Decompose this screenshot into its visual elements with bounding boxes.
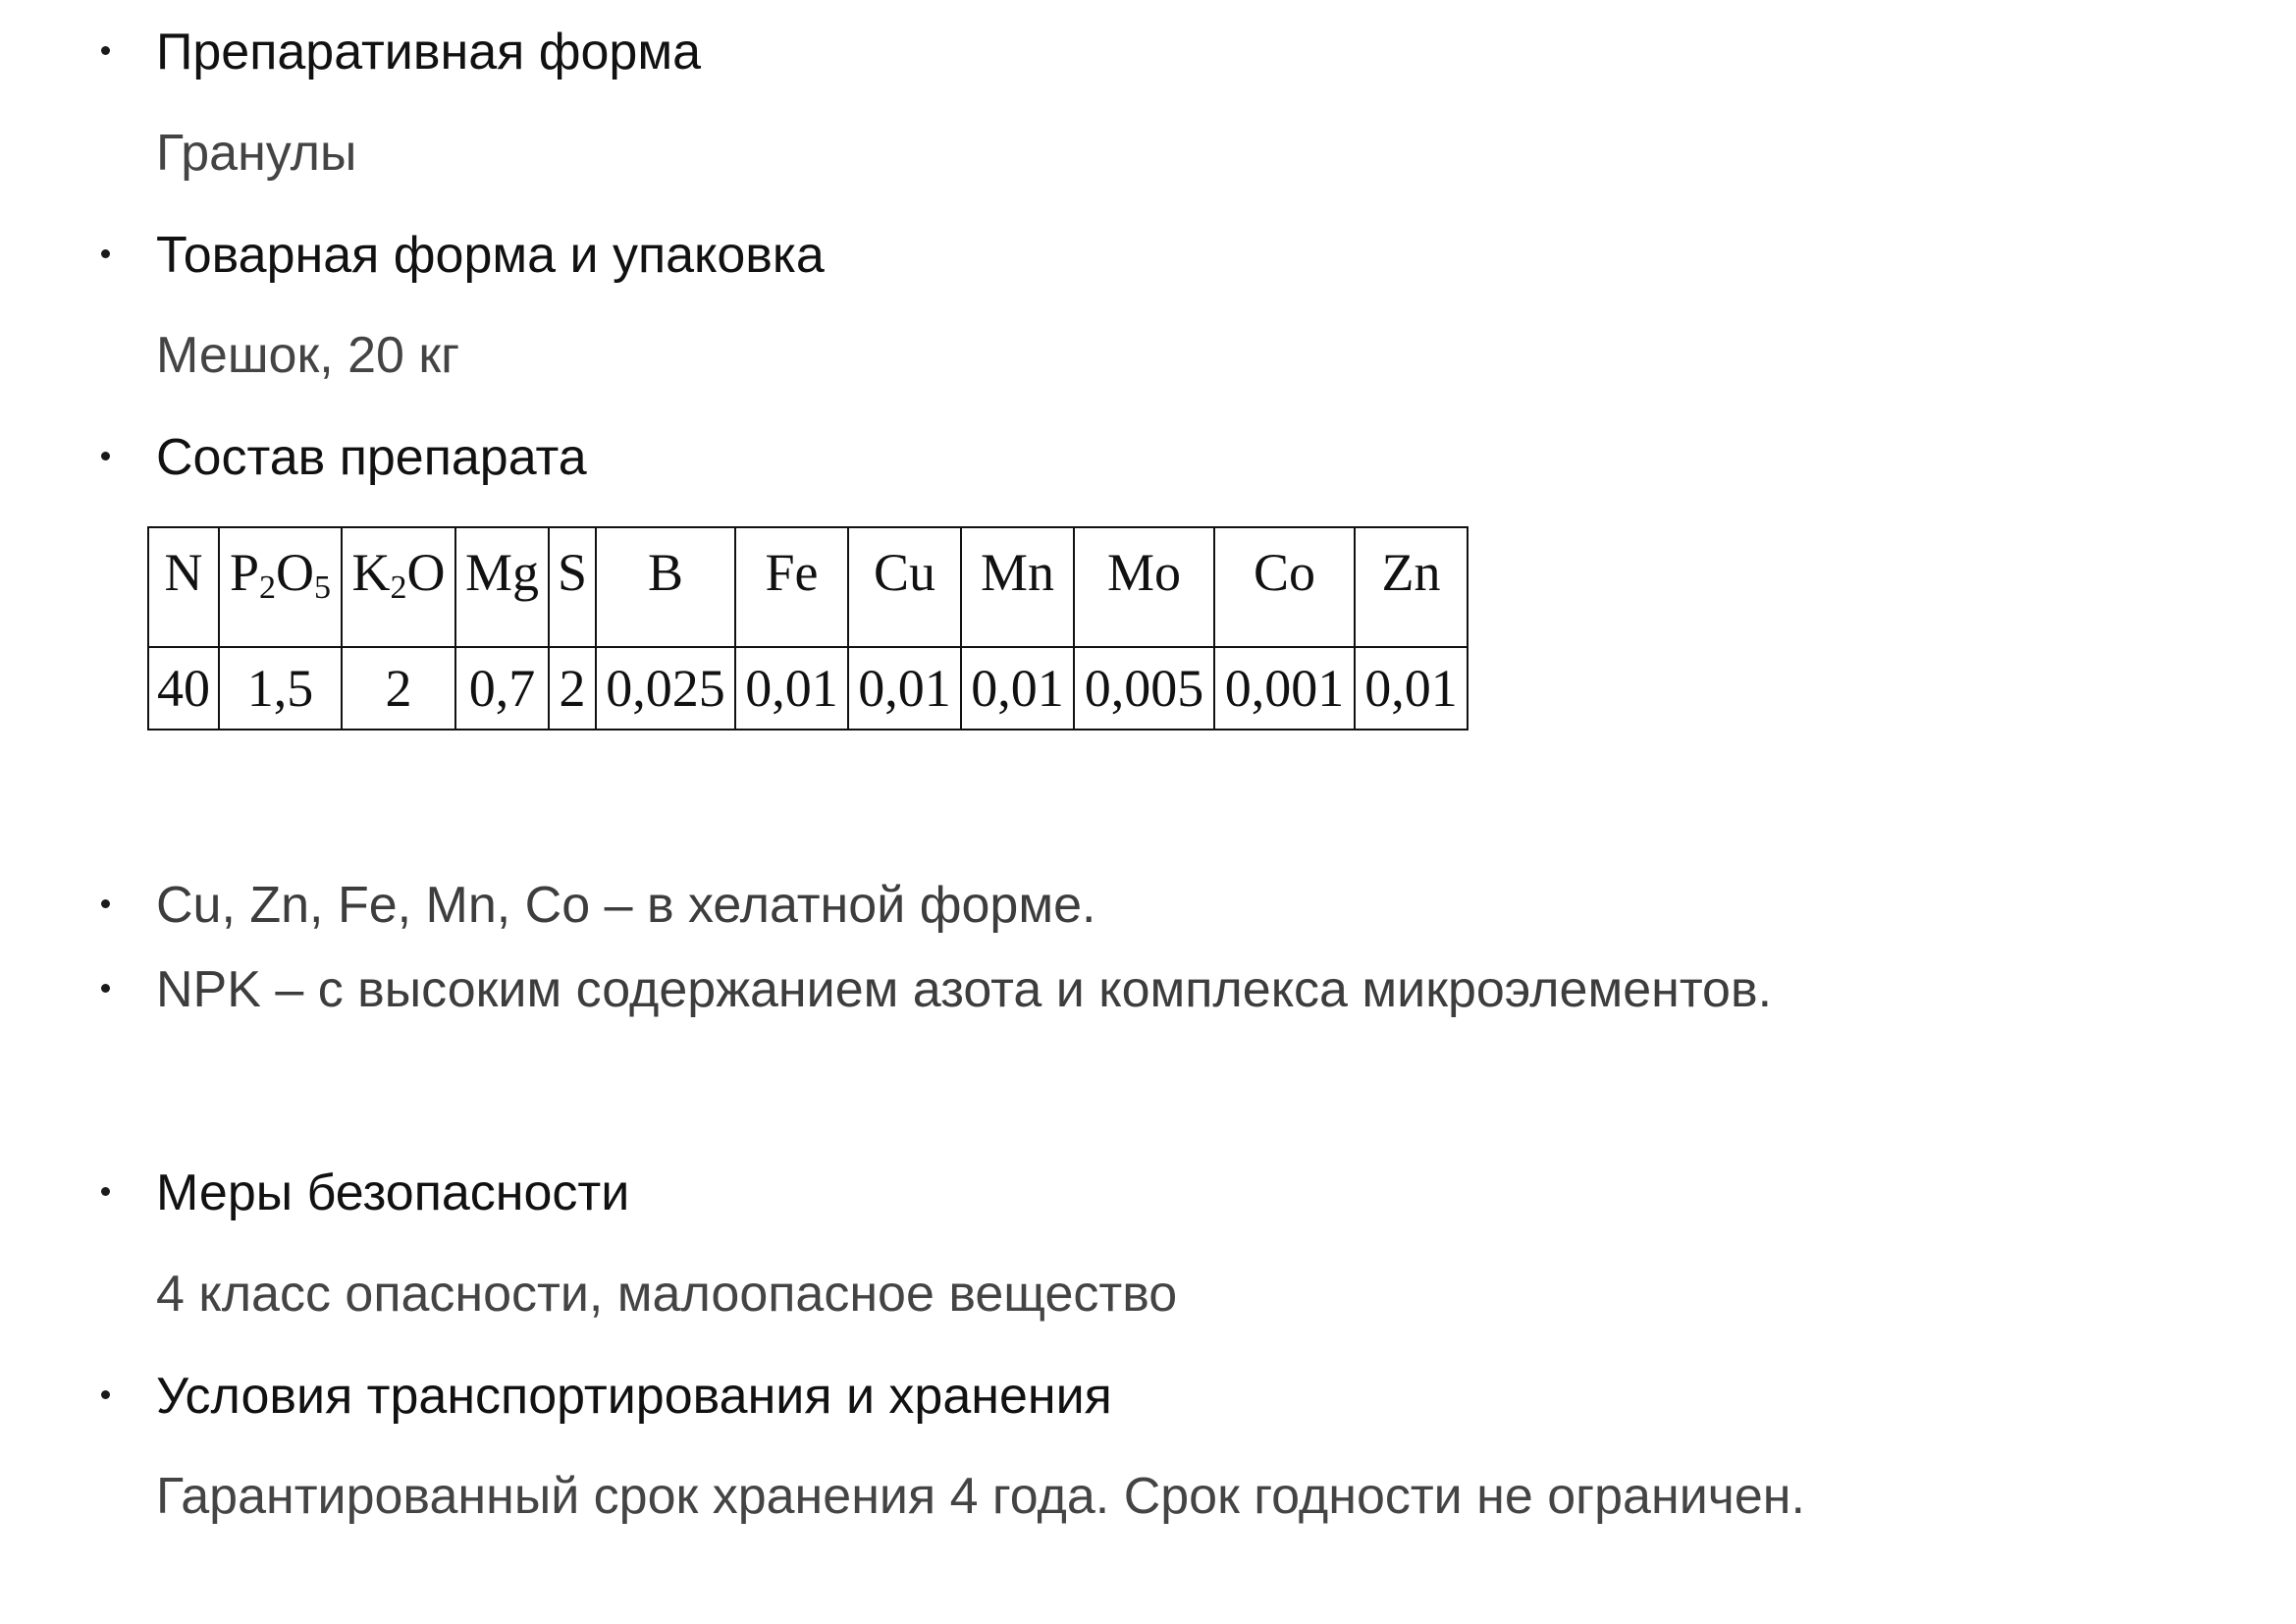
- section-safety: [0, 1164, 2296, 1222]
- composition-header-cell: B: [596, 527, 735, 647]
- composition-header-cell: Zn: [1355, 527, 1468, 647]
- section-composition-title: Состав препарата: [156, 429, 587, 486]
- bullet-icon: [101, 899, 110, 908]
- note-npk: [0, 960, 2296, 1019]
- bullet-icon: [101, 249, 110, 258]
- section-safety-title: Меры безопасности: [156, 1164, 630, 1221]
- composition-value-cell: 0,001: [1214, 647, 1355, 730]
- section-composition: [0, 428, 2296, 487]
- section-packaging-value: Мешок, 20 кг: [156, 327, 460, 384]
- composition-value-cell: 1,5: [219, 647, 342, 730]
- composition-value-cell: 0,005: [1074, 647, 1214, 730]
- section-packaging-title: Товарная форма и упаковка: [156, 227, 825, 284]
- composition-value-cell: 2: [342, 647, 455, 730]
- note-chelate-text: Cu, Zn, Fe, Mn, Co – в хелатной форме.: [156, 877, 1096, 934]
- composition-value-cell: 0,01: [848, 647, 961, 730]
- composition-value-cell: 40: [148, 647, 219, 730]
- composition-values-row: [148, 647, 1468, 730]
- bullet-icon: [101, 46, 110, 55]
- composition-header-cell: Fe: [735, 527, 848, 647]
- composition-value-cell: 0,01: [961, 647, 1074, 730]
- section-safety-value: 4 класс опасности, малоопасное вещество: [156, 1266, 1178, 1323]
- composition-header-cell: Mg: [455, 527, 549, 647]
- section-storage-value: Гарантированный срок хранения 4 года. Срок годности не ограничен.: [156, 1468, 1805, 1525]
- composition-header-cell: Co: [1214, 527, 1355, 647]
- bullet-icon: [101, 1390, 110, 1399]
- section-packaging: [0, 226, 2296, 285]
- bullet-icon: [101, 1187, 110, 1196]
- bullet-icon: [101, 984, 110, 993]
- composition-value-cell: 2: [549, 647, 596, 730]
- section-form: [0, 23, 2296, 81]
- bullet-icon: [101, 452, 110, 460]
- section-storage-title: Условия транспортирования и хранения: [156, 1368, 1112, 1425]
- composition-header-cell: Mn: [961, 527, 1074, 647]
- composition-header-cell: N: [148, 527, 219, 647]
- note-npk-text: NPK – с высоким содержанием азота и комплекса микроэлементов.: [156, 961, 1773, 1018]
- composition-header-cell: Mo: [1074, 527, 1214, 647]
- composition-value-cell: 0,01: [1355, 647, 1468, 730]
- composition-header-row: [148, 527, 1468, 647]
- composition-value-cell: 0,025: [596, 647, 735, 730]
- composition-header-cell: S: [549, 527, 596, 647]
- composition-header-cell: $P_2O_5$: [219, 527, 342, 647]
- note-chelate: [0, 876, 2296, 935]
- composition-header-cell: Cu: [848, 527, 961, 647]
- section-form-title: Препаративная форма: [156, 24, 702, 81]
- composition-table: [147, 526, 1468, 731]
- composition-header-cell: $K_2O$: [342, 527, 455, 647]
- composition-value-cell: 0,01: [735, 647, 848, 730]
- section-storage: [0, 1367, 2296, 1426]
- section-form-value: Гранулы: [156, 125, 357, 182]
- composition-value-cell: 0,7: [455, 647, 549, 730]
